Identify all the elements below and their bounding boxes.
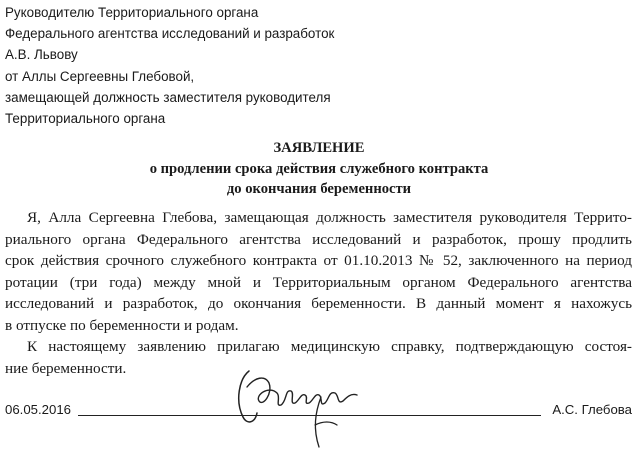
addressee-line: Территориального органа [5, 111, 166, 127]
addressee-line: А.В. Львову [5, 47, 78, 63]
body-line: исследований и разработок, до окончания беременности. В данный момент я нахожусь [5, 295, 632, 312]
statement-body [5, 207, 632, 379]
document-heading: ЗАЯВЛЕНИЕ [273, 140, 365, 156]
body-line: в отпуске по беременности и родам. [5, 316, 239, 334]
addressee-line: Руководителю Территориального органа [5, 5, 259, 20]
document-title-block [0, 138, 638, 200]
document-subtitle: до окончания беременности [226, 181, 412, 198]
signatory-name: А.С. Глебова [552, 402, 632, 417]
body-line: риального органа Федерального агентства исследований и разработок, прошу продлить [5, 230, 632, 248]
body-line: ротации (три года) между мной и Территориальным органом Федерального агентства [5, 273, 632, 291]
signature-line [78, 415, 541, 416]
body-line: К настоящему заявлению прилагаю медицинскую справку, подтверждающую состоя- [27, 338, 632, 355]
signature-row [5, 399, 632, 423]
addressee-line: замещающей должность заместителя руководителя [5, 89, 331, 105]
addressee-line: Федерального агентства исследований и разработок [5, 26, 335, 42]
addressee-line: от Аллы Сергеевны Глебовой, [5, 68, 195, 84]
signature-date: 06.05.2016 [5, 402, 72, 417]
addressee-block [5, 2, 334, 129]
body-line: Я, Алла Сергеевна Глебова, замещающая должность заместителя руководителя Террито- [27, 209, 632, 226]
document-subtitle: о продлении срока действия служебного контракта [149, 160, 489, 177]
body-line: ние беременности. [5, 359, 127, 377]
body-line: срок действия срочного служебного контракта от 01.10.2013 № 52, заключенного на период [5, 252, 632, 269]
